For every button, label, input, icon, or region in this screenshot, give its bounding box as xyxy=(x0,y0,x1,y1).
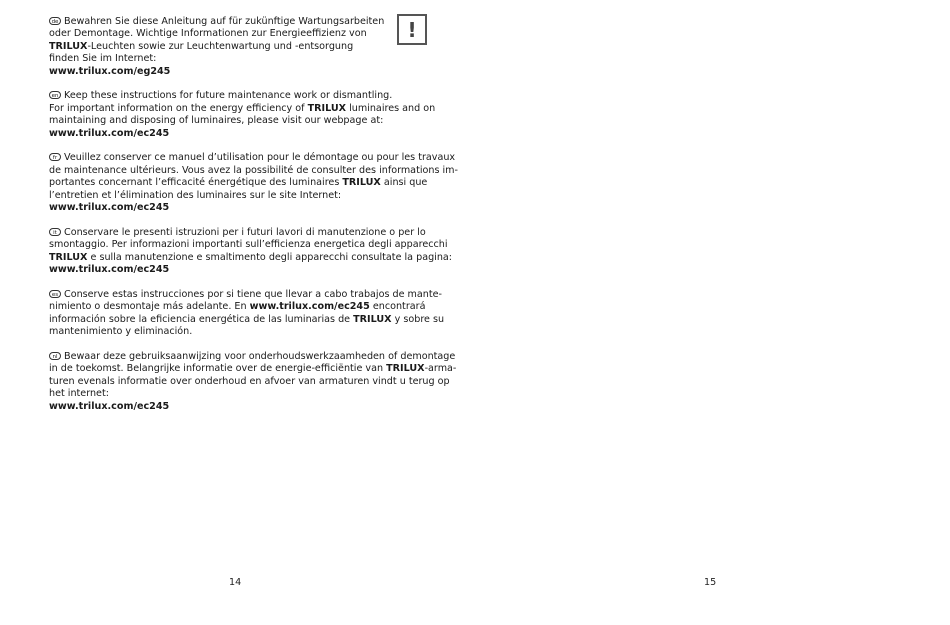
bold-text: www.trilux.com/ec245 xyxy=(49,127,170,139)
bold-text: www.trilux.com/ec245 xyxy=(49,264,170,276)
text-segment: oder Demontage. Wichtige Informationen zur Energieeffizienz von xyxy=(49,28,367,40)
section-en xyxy=(49,90,434,140)
text-line xyxy=(49,90,434,102)
section-es xyxy=(49,288,445,339)
text-line xyxy=(49,190,434,202)
text-line xyxy=(49,388,434,400)
text-line xyxy=(49,202,434,214)
text-segment: de maintenance ultérieurs. Vous avez la possibilité de consulter des informations im- xyxy=(49,164,458,176)
language-badge-icon: de xyxy=(49,17,61,25)
text-segment: nimiento o desmontaje más adelante. En xyxy=(49,301,250,313)
text-segment: turen evenals informatie over onderhoud en afvoer van armaturen vindt u terug op xyxy=(49,375,450,387)
text-segment: Bewahren Sie diese Anleitung auf für zukünftige Wartungsarbeiten xyxy=(64,16,385,27)
text-segment: -arma- xyxy=(424,363,457,375)
text-line xyxy=(49,375,450,388)
text-segment: mantenimiento y eliminación. xyxy=(49,326,193,338)
page-number-left: 14 xyxy=(229,577,242,588)
language-badge-icon: it xyxy=(49,228,61,236)
text-line xyxy=(49,288,442,301)
text-segment: Conservare le presenti istruzioni per i futuri lavori di manutenzione o per lo xyxy=(64,226,426,238)
text-segment: portantes concernant l’efficacité énergétique des luminaires xyxy=(49,177,343,189)
text-line xyxy=(49,28,434,40)
bold-text: TRILUX xyxy=(342,177,381,189)
text-line xyxy=(49,313,445,326)
text-line xyxy=(49,227,434,239)
warning-icon xyxy=(397,14,427,45)
section-de xyxy=(49,16,434,78)
text-line xyxy=(49,251,453,264)
text-line xyxy=(49,53,434,65)
text-line xyxy=(49,239,448,251)
section-nl xyxy=(49,350,457,413)
bold-text: TRILUX xyxy=(49,40,88,52)
text-segment: -Leuchten sowie zur Leuchtenwartung und -entsorgung xyxy=(87,40,354,52)
text-segment: e sulla manutenzione e smaltimento degli apparecchi consultate la pagina: xyxy=(87,251,453,263)
bold-text: www.trilux.com/ec245 xyxy=(249,301,370,313)
language-badge-icon: en xyxy=(49,91,61,99)
text-line xyxy=(49,301,434,313)
text-line xyxy=(49,115,434,127)
text-segment: luminaires and on xyxy=(346,102,436,114)
warning-symbol: ! xyxy=(407,17,417,42)
bold-text: TRILUX xyxy=(353,313,392,325)
text-line xyxy=(49,326,434,338)
text-segment: in de toekomst. Belangrijke informatie over de energie-efficiëntie van xyxy=(49,363,387,375)
section-it xyxy=(49,226,453,277)
section-fr xyxy=(49,152,458,214)
text-line xyxy=(49,164,458,177)
bold-text: TRILUX xyxy=(49,251,88,263)
text-segment: ainsi que xyxy=(380,177,428,189)
text-segment: het internet: xyxy=(49,388,109,400)
bold-text: www.trilux.com/ec245 xyxy=(49,202,170,214)
text-line xyxy=(49,16,434,28)
text-line xyxy=(49,103,434,115)
text-segment: finden Sie im Internet: xyxy=(49,53,157,65)
text-segment: smontaggio. Per informazioni importanti sull’efficienza energetica degli apparecchi xyxy=(49,239,448,251)
language-badge-icon: nl xyxy=(49,352,61,360)
text-segment: l’entretien et l’élimination des luminaires sur le site Internet: xyxy=(49,189,342,201)
text-line xyxy=(49,66,434,78)
bold-text: www.trilux.com/eg245 xyxy=(49,65,171,77)
language-badge-icon: es xyxy=(49,290,61,298)
language-badge-icon: fr xyxy=(49,153,61,161)
text-segment: y sobre su xyxy=(391,313,445,325)
text-line xyxy=(49,363,457,375)
bold-text: www.trilux.com/ec245 xyxy=(49,400,170,412)
text-line xyxy=(49,350,456,363)
text-segment: Keep these instructions for future maintenance work or dismantling. xyxy=(64,90,393,102)
text-segment: Veuillez conserver ce manuel d’utilisation pour le démontage ou pour les travaux xyxy=(64,152,456,164)
bold-text: TRILUX xyxy=(307,102,347,114)
page-number-right: 15 xyxy=(704,577,717,588)
bold-text: TRILUX xyxy=(386,363,425,375)
text-segment: Bewaar deze gebruiksaanwijzing voor onderhoudswerkzaamheden of demontage xyxy=(64,350,456,362)
text-segment: maintaining and disposing of luminaires, please visit our webpage at: xyxy=(49,115,384,127)
text-segment: encontrará xyxy=(369,301,426,313)
text-line xyxy=(49,264,434,276)
instructions-text-block xyxy=(49,16,458,425)
text-line xyxy=(49,152,456,164)
right-page xyxy=(475,0,950,625)
text-line xyxy=(49,41,434,53)
text-line xyxy=(49,128,434,140)
text-segment: Conserve estas instrucciones por si tiene que llevar a cabo trabajos de mante- xyxy=(64,288,442,300)
text-line xyxy=(49,177,434,189)
text-segment: For important information on the energy efficiency of xyxy=(49,102,308,114)
text-line xyxy=(49,401,434,413)
text-segment: información sobre la eficiencia energética de las luminarias de xyxy=(49,313,354,325)
